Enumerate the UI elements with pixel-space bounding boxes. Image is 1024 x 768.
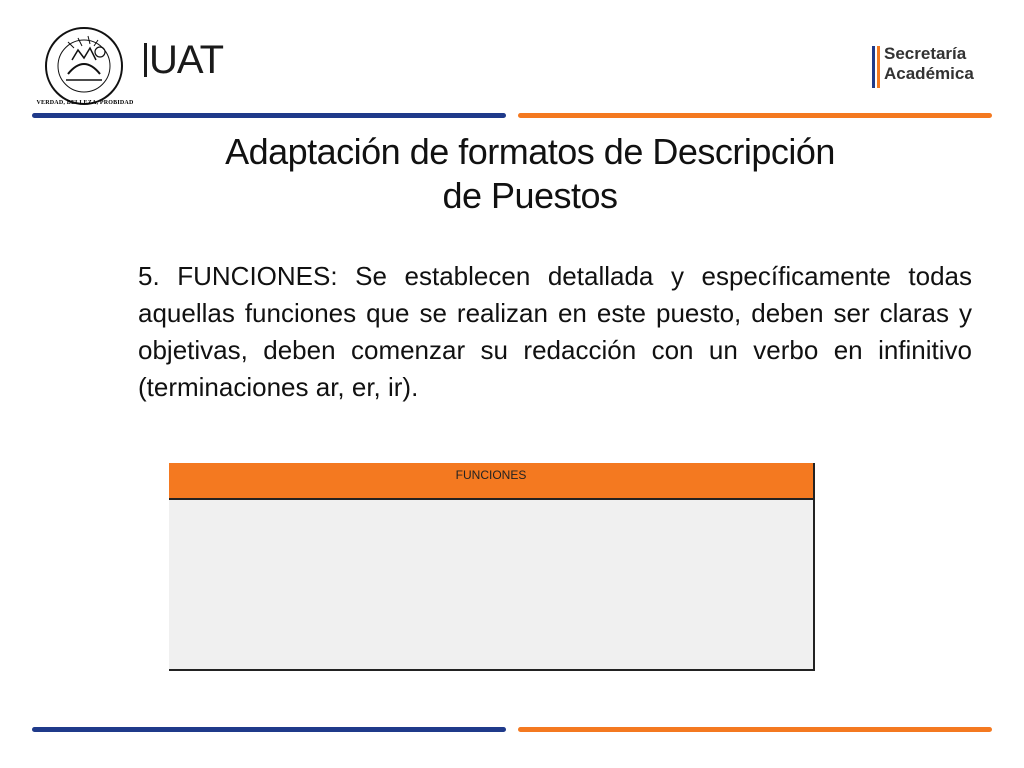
secretaria-line-1: Secretaría xyxy=(884,44,967,63)
funciones-table-header: FUNCIONES xyxy=(169,463,813,500)
uat-logo-text: UAT xyxy=(149,38,224,82)
slide-title-line-1: Adaptación de formatos de Descripción xyxy=(225,131,835,172)
body-paragraph xyxy=(138,258,972,406)
top-blue-rule xyxy=(32,113,506,118)
secretaria-line-2: Académica xyxy=(884,64,974,83)
logo-orange-bar-icon xyxy=(877,46,880,88)
bottom-orange-rule xyxy=(518,727,992,732)
slide-title xyxy=(150,130,910,218)
uat-logo xyxy=(144,40,223,80)
logo-bar-icon xyxy=(144,43,147,77)
logo-blue-bar-icon xyxy=(872,46,875,88)
funciones-table xyxy=(169,463,815,671)
secretaria-academica-logo xyxy=(872,44,974,90)
body-lead: 5. FUNCIONES: xyxy=(138,261,338,291)
seal-motto: VERDAD, BELLEZA, PROBIDAD xyxy=(36,100,134,106)
slide-title-line-2: de Puestos xyxy=(442,175,618,216)
body-rest: Se establecen detallada y específicamente todas aquellas funciones que se realizan en este puesto, deben ser claras y objetivas, deben comenzar su redacción con un verbo en infinitivo (terminaciones ar, er, ir). xyxy=(138,261,972,402)
funciones-table-body xyxy=(169,500,813,669)
university-seal-icon xyxy=(38,24,134,112)
top-orange-rule xyxy=(518,113,992,118)
bottom-blue-rule xyxy=(32,727,506,732)
